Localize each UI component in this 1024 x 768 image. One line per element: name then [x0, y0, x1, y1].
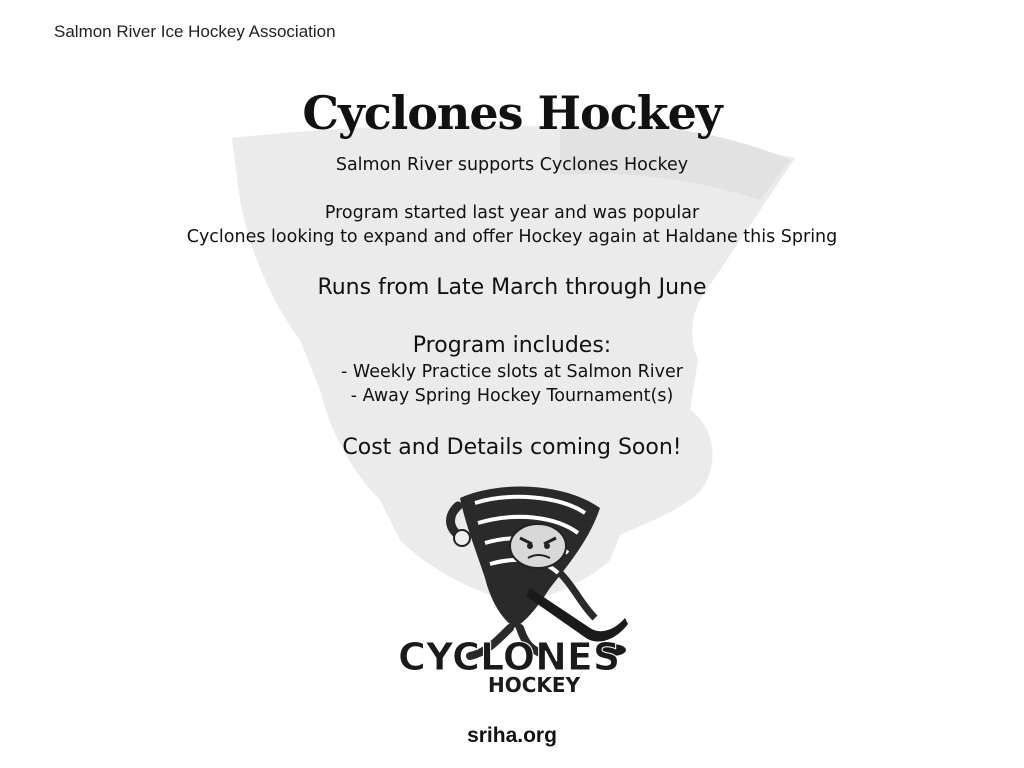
paragraph-line-2: Cyclones looking to expand and offer Hockey again at Haldane this Spring — [186, 227, 838, 247]
includes-item: - Away Spring Hockey Tournament(s) — [350, 386, 674, 406]
organization-name: Salmon River Ice Hockey Association — [54, 22, 336, 41]
paragraph-line-1: Program started last year and was popular — [324, 203, 700, 223]
cyclones-logo — [390, 478, 640, 708]
logo-text-hockey: HOCKEY — [488, 673, 581, 697]
includes-item: - Weekly Practice slots at Salmon River — [341, 362, 683, 382]
website-link[interactable]: sriha.org — [467, 724, 557, 747]
page-title: Cyclones Hockey — [302, 86, 722, 140]
includes-heading: Program includes: — [412, 333, 612, 358]
logo-text-cyclones: CYCLONES — [398, 635, 621, 679]
cost-note: Cost and Details coming Soon! — [342, 435, 682, 460]
subtitle: Salmon River supports Cyclones Hockey — [335, 155, 689, 175]
schedule-text: Runs from Late March through June — [317, 275, 707, 300]
